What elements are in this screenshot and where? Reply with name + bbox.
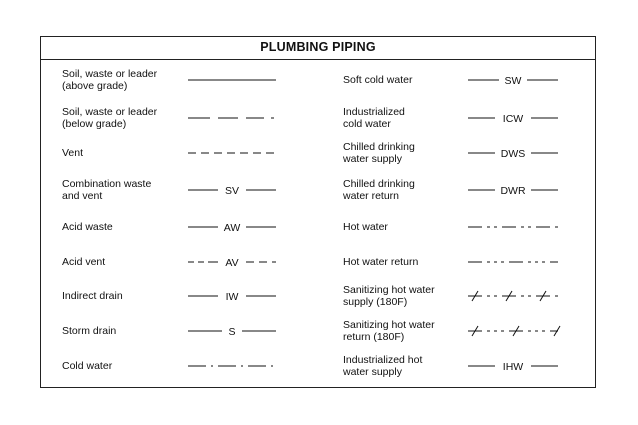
pipe-symbol: [188, 247, 276, 277]
pipe-label: Sanitizing hot water supply (180F): [343, 284, 435, 308]
right-item-row: [319, 175, 597, 205]
pipe-symbol: [188, 316, 276, 346]
pipe-label: Soil, waste or leader (above grade): [62, 68, 158, 92]
pipe-label: Storm drain: [62, 325, 117, 337]
pipe-symbol: [188, 65, 276, 95]
pipe-symbol: [188, 103, 276, 133]
left-item-row: [41, 212, 319, 242]
left-item-row: [41, 138, 319, 168]
right-item-row: [319, 247, 597, 277]
pipe-symbol: [468, 212, 558, 242]
pipe-symbol: [188, 138, 276, 168]
pipe-label: Acid waste: [62, 221, 113, 233]
pipe-code: ICW: [502, 113, 524, 125]
pipe-label: Soil, waste or leader (below grade): [62, 106, 158, 130]
pipe-code: AV: [225, 257, 239, 269]
pipe-code: DWR: [500, 185, 526, 197]
left-item-row: [41, 65, 319, 95]
pipe-symbol: [188, 281, 276, 311]
right-item-row: [319, 351, 597, 381]
pipe-label: Vent: [62, 147, 84, 159]
pipe-code: IW: [225, 291, 239, 303]
pipe-label: Chilled drinking water return: [343, 178, 415, 202]
right-item-row: [319, 103, 597, 133]
pipe-symbol: [188, 212, 276, 242]
pipe-label: Hot water return: [343, 256, 419, 268]
pipe-label: Soft cold water: [343, 74, 413, 86]
pipe-label: Industrialized cold water: [343, 106, 405, 130]
pipe-label: Sanitizing hot water return (180F): [343, 319, 435, 343]
left-item-row: [41, 103, 319, 133]
right-item-row: [319, 281, 597, 311]
left-item-row: [41, 351, 319, 381]
pipe-label: Indirect drain: [62, 290, 123, 302]
pipe-code: SW: [504, 75, 522, 87]
pipe-label: Industrialized hot water supply: [343, 354, 423, 378]
pipe-code: IHW: [502, 361, 524, 373]
right-item-row: [319, 138, 597, 168]
plumbing-piping-legend: [40, 36, 596, 388]
pipe-symbol: [468, 351, 558, 381]
legend-title: PLUMBING PIPING: [41, 37, 595, 60]
pipe-symbol: [468, 316, 558, 346]
right-item-row: [319, 316, 597, 346]
pipe-code: AW: [223, 222, 241, 234]
pipe-symbol: [468, 247, 558, 277]
pipe-label: Hot water: [343, 221, 388, 233]
pipe-symbol: [468, 65, 558, 95]
pipe-symbol: [468, 281, 558, 311]
left-item-row: [41, 316, 319, 346]
pipe-label: Acid vent: [62, 256, 106, 268]
left-item-row: [41, 247, 319, 277]
pipe-label: Cold water: [62, 360, 113, 372]
pipe-label: Combination waste and vent: [62, 178, 152, 202]
pipe-symbol: [468, 175, 558, 205]
pipe-label: Chilled drinking water supply: [343, 141, 415, 165]
pipe-symbol: [188, 175, 276, 205]
right-item-row: [319, 65, 597, 95]
pipe-code: DWS: [500, 148, 526, 160]
left-item-row: [41, 281, 319, 311]
right-item-row: [319, 212, 597, 242]
pipe-symbol: [468, 103, 558, 133]
pipe-symbol: [188, 351, 276, 381]
pipe-symbol: [468, 138, 558, 168]
pipe-code: SV: [224, 185, 240, 197]
left-item-row: [41, 175, 319, 205]
pipe-code: S: [228, 326, 236, 338]
